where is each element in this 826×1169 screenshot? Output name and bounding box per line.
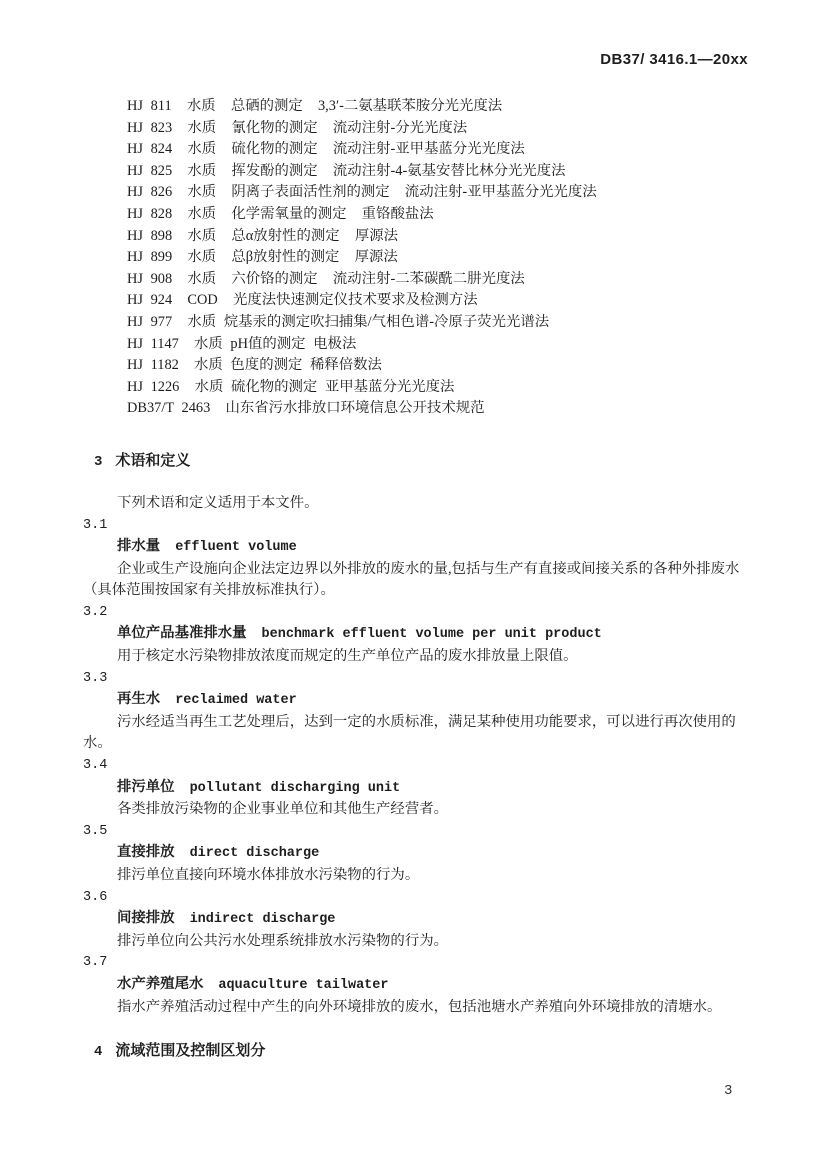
term-title	[83, 974, 748, 997]
section-4-title: 流域范围及控制区划分	[115, 1042, 266, 1060]
term-number: 3.7	[83, 955, 108, 971]
reference-item: HJ 1147 水质 pH值的测定 电极法	[127, 335, 357, 352]
reference-item: HJ 899 水质 总β放射性的测定 厚源法	[127, 249, 398, 266]
term-name-en: effluent volume	[175, 540, 297, 556]
term-definition: 排污单位直接向环境水体排放水污染物的行为。	[117, 867, 420, 883]
term-name-en: benchmark effluent volume per unit product	[261, 627, 602, 643]
term-title	[83, 777, 748, 800]
doc-number-header: DB37/ 3416.1—20xx	[600, 51, 748, 68]
term-title	[83, 842, 748, 865]
term-number: 3.5	[83, 823, 108, 839]
term-number: 3.3	[83, 670, 108, 686]
section-3-heading	[94, 450, 748, 473]
reference-item: HJ 825 水质 挥发酚的测定 流动注射-4-氨基安替比林分光光度法	[127, 162, 566, 179]
term-title	[83, 623, 748, 646]
section-3-title: 术语和定义	[115, 451, 191, 469]
term-block-3-1	[83, 515, 748, 602]
term-name-zh: 排水量	[117, 538, 161, 555]
term-number: 3.2	[83, 604, 108, 620]
term-name-zh: 单位产品基准排水量	[117, 625, 247, 642]
term-name-en: reclaimed water	[175, 693, 297, 709]
term-definition: 各类排放污染物的企业事业单位和其他生产经营者。	[117, 801, 448, 818]
term-definition: 指水产养殖活动过程中产生的向外环境排放的废水，包括池塘水产养殖向外环境排放的清塘水。	[117, 998, 722, 1015]
term-name-en: direct discharge	[189, 846, 320, 862]
term-number: 3.1	[83, 517, 108, 533]
term-number: 3.6	[83, 889, 108, 905]
term-name-zh: 再生水	[117, 691, 161, 708]
term-definition: 用于核定水污染物排放浓度而规定的生产单位产品的废水排放量上限值。	[117, 648, 578, 665]
term-block-3-6	[83, 887, 748, 953]
references-list	[127, 96, 748, 420]
term-definition: 排污单位向公共污水处理系统排放水污染物的行为。	[117, 932, 448, 949]
reference-item: HJ 924 COD 光度法快速测定仪技术要求及检测方法	[127, 292, 478, 309]
reference-item: DB37/T 2463 山东省污水排放口环境信息公开技术规范	[127, 400, 485, 417]
reference-item: HJ 1182 水质 色度的测定 稀释倍数法	[127, 357, 382, 374]
term-name-zh: 水产养殖尾水	[117, 975, 204, 992]
term-name-zh: 间接排放	[117, 910, 175, 927]
term-title	[83, 536, 748, 559]
reference-item: HJ 1226 水质 硫化物的测定 亚甲基蓝分光光度法	[127, 378, 455, 395]
reference-item: HJ 811 水质 总硒的测定 3,3′-二氨基联苯胺分光光度法	[127, 98, 503, 114]
term-number: 3.4	[83, 758, 108, 774]
term-name-en: indirect discharge	[189, 912, 336, 928]
term-title	[83, 689, 748, 712]
term-block-3-4	[83, 755, 748, 821]
term-definition: 企业或生产设施向企业法定边界以外排放的废水的量,包括与生产有直接或间接关系的各种外排废水（具体范围按国家有关排放标准执行）。	[83, 560, 740, 599]
terms-intro: 下列术语和定义适用于本文件。	[117, 494, 319, 511]
term-name-en: pollutant discharging unit	[189, 780, 401, 796]
section-4-heading	[94, 1040, 748, 1063]
reference-item: HJ 824 水质 硫化物的测定 流动注射-亚甲基蓝分光光度法	[127, 141, 525, 158]
reference-item: HJ 977 水质 烷基汞的测定吹扫捕集/气相色谱-冷原子荧光光谱法	[127, 313, 550, 330]
term-name-zh: 排污单位	[117, 778, 175, 795]
page-number: 3	[724, 1083, 733, 1099]
term-block-3-5	[83, 821, 748, 887]
term-title	[83, 908, 748, 931]
term-definition: 污水经适当再生工艺处理后，达到一定的水质标准，满足某种使用功能要求，可以进行再次使用的水。	[83, 713, 736, 752]
term-name-zh: 直接排放	[117, 844, 175, 861]
section-3-number: 3	[94, 453, 103, 470]
reference-item: HJ 898 水质 总α放射性的测定 厚源法	[127, 227, 398, 244]
term-block-3-2	[83, 602, 748, 668]
section-4-number: 4	[94, 1044, 103, 1061]
reference-item: HJ 908 水质 六价铬的测定 流动注射-二苯碳酰二肼光度法	[127, 270, 525, 287]
term-block-3-7	[83, 952, 748, 1018]
reference-item: HJ 823 水质 氰化物的测定 流动注射-分光光度法	[127, 119, 468, 136]
reference-item: HJ 828 水质 化学需氧量的测定 重铬酸盐法	[127, 205, 434, 222]
term-block-3-3	[83, 668, 748, 755]
term-name-en: aquaculture tailwater	[218, 977, 389, 993]
reference-item: HJ 826 水质 阴离子表面活性剂的测定 流动注射-亚甲基蓝分光光度法	[127, 184, 597, 201]
